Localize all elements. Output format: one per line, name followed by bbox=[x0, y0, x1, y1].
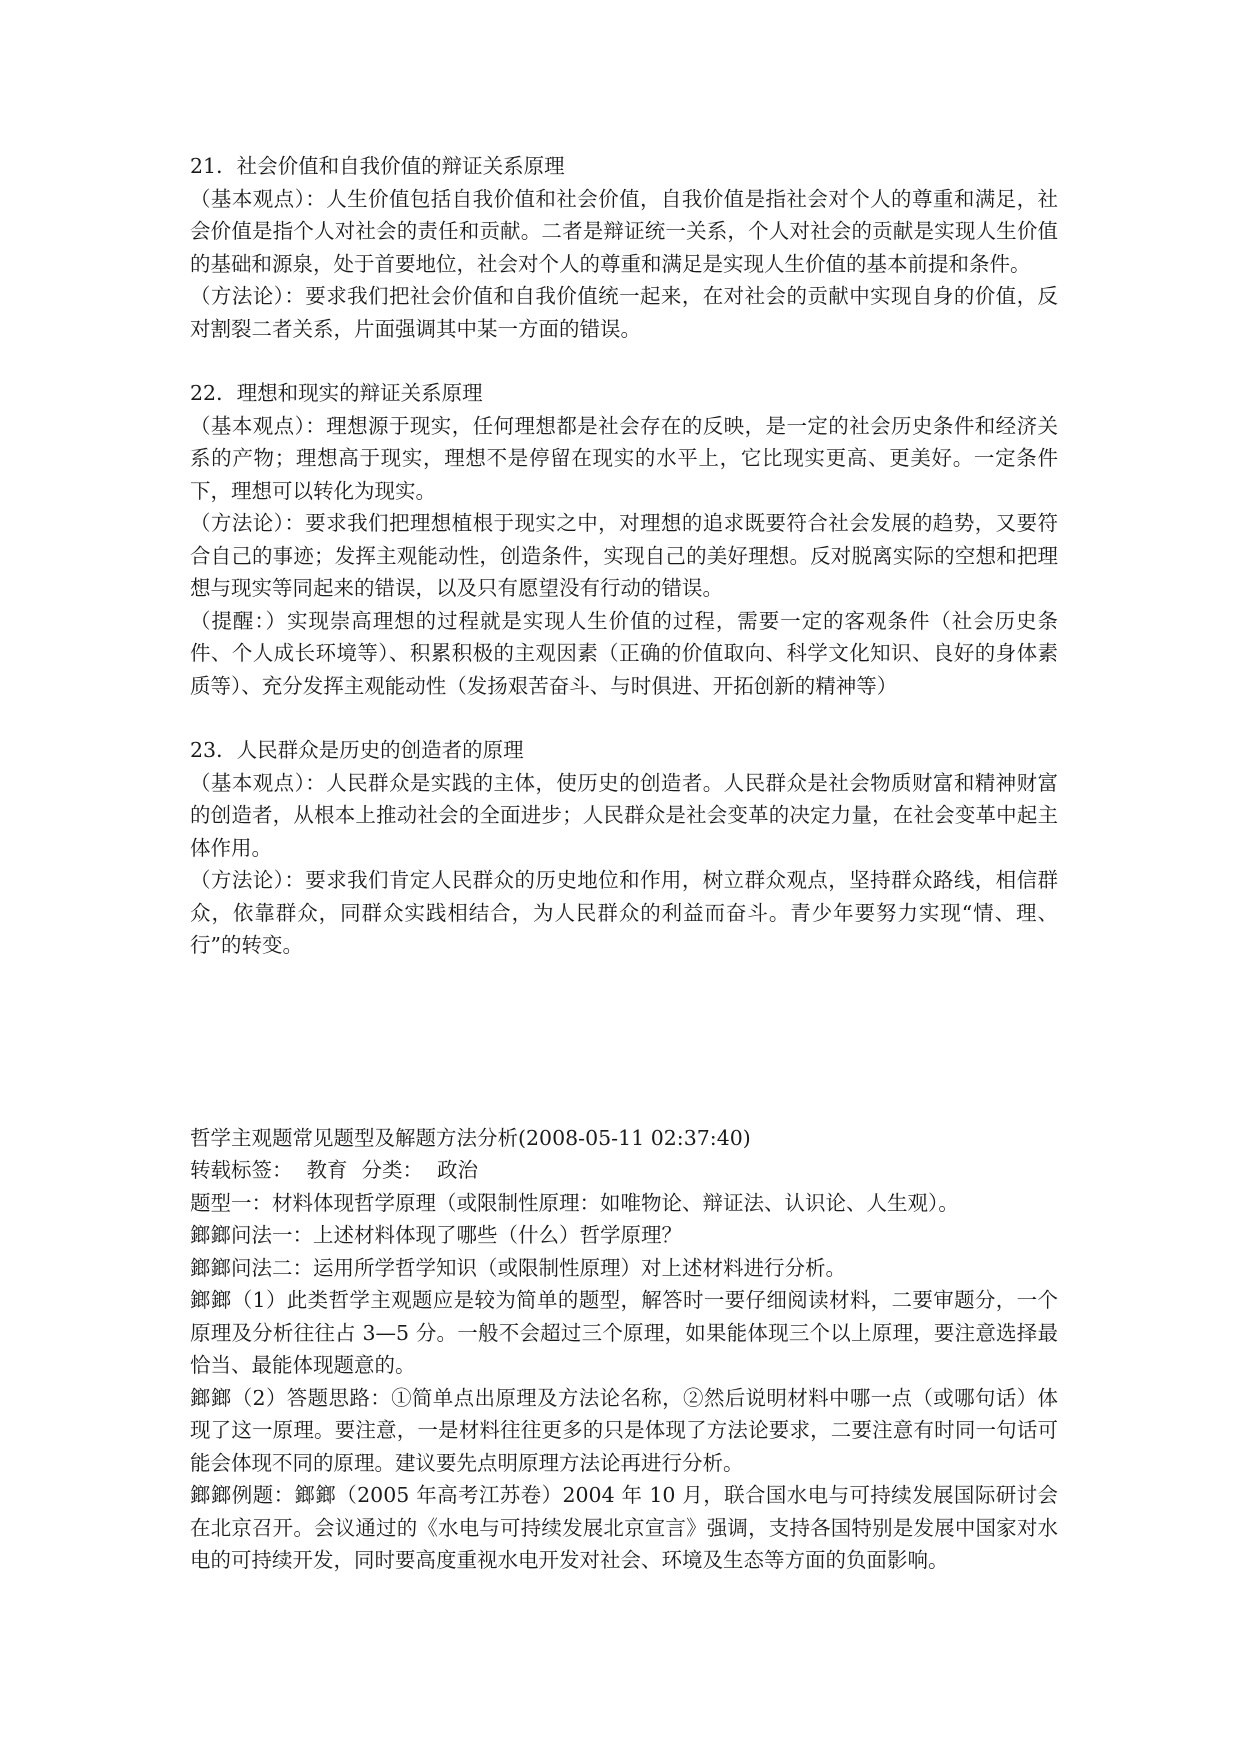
section-22 bbox=[190, 377, 1058, 702]
document-body bbox=[190, 150, 1058, 1577]
example-paragraph: 鎯鎯例题：鎯鎯（2005 年高考江苏卷）2004 年 10 月，联合国水电与可持续发展国际研讨会在北京召开。会议通过的《水电与可持续发展北京宣言》强调，支持各国特别是发展中国家对水电的可持续开发，同时要高度重视水电开发对社会、环境及生态等方面的负面影响。 bbox=[190, 1483, 1058, 1572]
article-title: 哲学主观题常见题型及解题方法分析(2008-05-11 02:37:40) bbox=[190, 1125, 751, 1150]
reminder-paragraph: （提醒：）实现崇高理想的过程就是实现人生价值的过程，需要一定的客观条件（社会历史条件、个人成长环境等）、积累积极的主观因素（正确的价值取向、科学文化知识、良好的身体素质等）、充分发挥主观能动性（发扬艰苦奋斗、与时俱进、开拓创新的精神等） bbox=[190, 608, 1058, 698]
question-method-1: 鎯鎯问法一：上述材料体现了哪些（什么）哲学原理？ bbox=[190, 1223, 682, 1247]
article-tags-line bbox=[190, 1154, 1058, 1187]
article-section bbox=[190, 1122, 1058, 1577]
section-title: 21．社会价值和自我价值的辩证关系原理 bbox=[190, 154, 565, 178]
basic-viewpoint-paragraph: （基本观点）：人生价值包括自我价值和社会价值，自我价值是指社会对个人的尊重和满足，社会价值是指个人对社会的责任和贡献。二者是辩证统一关系，个人对社会的贡献是实现人生价值的基础和源泉，处于首要地位，社会对个人的尊重和满足是实现人生价值的基本前提和条件。 bbox=[190, 186, 1058, 276]
question-type-line: 题型一：材料体现哲学原理（或限制性原理：如唯物论、辩证法、认识论、人生观）。 bbox=[190, 1190, 959, 1215]
tags-label: 转载标签： bbox=[190, 1158, 293, 1182]
section-title: 22．理想和现实的辩证关系原理 bbox=[190, 381, 483, 405]
methodology-paragraph: （方法论）：要求我们把社会价值和自我价值统一起来，在对社会的贡献中实现自身的价值，反对割裂二者关系，片面强调其中某一方面的错误。 bbox=[190, 284, 1058, 341]
note-paragraph-1: 鎯鎯（1）此类哲学主观题应是较为简单的题型，解答时一要仔细阅读材料，二要审题分，一个原理及分析往往占 3—5 分。一般不会超过三个原理，如果能体现三个以上原理，要注意选择最恰当、最能体现题意的。 bbox=[190, 1288, 1058, 1377]
methodology-paragraph: （方法论）：要求我们肯定人民群众的历史地位和作用，树立群众观点，坚持群众路线，相信群众，依靠群众，同群众实践相结合，为人民群众的利益而奋斗。青少年要努力实现“情、理、行”的转变。 bbox=[190, 868, 1058, 957]
question-method-2: 鎯鎯问法二：运用所学哲学知识（或限制性原理）对上述材料进行分析。 bbox=[190, 1255, 846, 1280]
note-paragraph-2: 鎯鎯（2）答题思路：①简单点出原理及方法论名称，②然后说明材料中哪一点（或哪句话）体现了这一原理。要注意，一是材料往往更多的只是体现了方法论要求，二要注意有时同一句话可能会体现不同的原理。建议要先点明原理方法论再进行分析。 bbox=[190, 1385, 1058, 1475]
category-politics[interactable]: 政治 bbox=[437, 1158, 478, 1182]
category-label: 分类： bbox=[361, 1158, 423, 1182]
section-title: 23．人民群众是历史的创造者的原理 bbox=[190, 738, 524, 762]
section-23 bbox=[190, 734, 1058, 962]
tag-education[interactable]: 教育 bbox=[306, 1158, 348, 1182]
basic-viewpoint-paragraph: （基本观点）：人民群众是实践的主体，使历史的创造者。人民群众是社会物质财富和精神财富的创造者，从根本上推动社会的全面进步；人民群众是社会变革的决定力量，在社会变革中起主体作用。 bbox=[190, 770, 1058, 860]
section-21 bbox=[190, 150, 1058, 345]
basic-viewpoint-paragraph: （基本观点）：理想源于现实，任何理想都是社会存在的反映，是一定的社会历史条件和经济关系的产物；理想高于现实，理想不是停留在现实的水平上，它比现实更高、更美好。一定条件下，理想可以转化为现实。 bbox=[190, 413, 1058, 503]
methodology-paragraph: （方法论）：要求我们把理想植根于现实之中，对理想的追求既要符合社会发展的趋势，又要符合自己的事迹；发挥主观能动性，创造条件，实现自己的美好理想。反对脱离实际的空想和把理想与现实等同起来的错误，以及只有愿望没有行动的错误。 bbox=[190, 511, 1058, 600]
spacer bbox=[190, 994, 1058, 1122]
